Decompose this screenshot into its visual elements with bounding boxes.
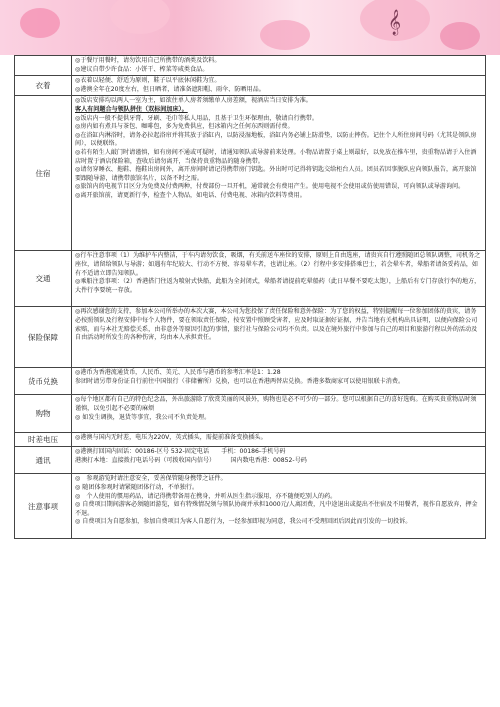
content-line: ◎行车注意事项（1）为维护车内整洁，于车内请勿饮食，吸烟，有关前送车座位的安排，原则上自由选座，请贵宾自行遵照随团总领队调整，司机务之座位，请留给领队与导游；如遇有年纪较大、行动不方便、容易晕车者，也请让座。（2）行程中多安排搭乘巴士，若会晕车者，晕船者请备妥药品，如有不适请立即告知领队。 <box>75 252 481 277</box>
table-row <box>15 307 486 368</box>
content-line: ◎ 自费项目期间游客必须随团游览，如有特殊情况须与领队协商并承担1000元/人离团费，凡中途退出或提出不住宿及不用餐者，视作自愿放弃，押金不退。 <box>75 501 478 517</box>
music-note-icon: 𝄞 <box>388 10 402 35</box>
content-line: ◎于餐厅用餐时，请勿饮用自己所携带的酒类及饮料。 <box>75 57 221 64</box>
row-content <box>72 96 486 251</box>
flower-decoration <box>110 0 170 34</box>
content-line: 参团时请另带身份证自行前往中国银行（非储蓄所）兑换，也可以在香港两替店兑换。香港多数商家可以使用银联卡消费。 <box>75 377 405 385</box>
content-line: ◎请勿穿睡衣、拖鞋、拖鞋出房间外，离开房间时请记得携带房门钥匙。外出时可记得将钥匙交给柜台人员。团员若因事脱队应向领队报告，离开旅馆要跟随导游，请携带旅馆名片，以备不时之需。 <box>75 166 477 182</box>
content-line: ◎每个地区都有自己的特色纪念品，外出旅游除了欣赏美丽的风景外，购物也是必不可少的一部分。您可以根据自己的喜好选购。在购买贵重物品时须谨慎，以免引起不必要的麻烦 <box>75 396 477 412</box>
table-row <box>15 447 486 474</box>
travel-notes-table <box>14 55 486 539</box>
row-label: 时差电压 <box>15 433 72 447</box>
row-content <box>72 433 486 447</box>
flower-decoration <box>260 20 310 50</box>
table-row <box>15 368 486 395</box>
row-content <box>72 76 486 96</box>
row-content <box>72 307 486 368</box>
content-line: ◎ 自费项目为自愿参加，参加自费项目为客人自愿行为，一经参加即视为同意，我公司不受理回团后因此而引发的一切投诉。 <box>75 518 412 526</box>
content-line: ◎ 个人使用的惯用药品，请记得携带备用在携身，并听从医生指示服用，亦不随便吃别人的药。 <box>75 492 337 500</box>
content-line: ◎房内如有煮具与茶包、咖啡包，多为免费供应，但冰箱内之任何东西则需付费。 <box>75 123 294 131</box>
content-line: ◎港币为香港流通货币，人民币、美元、人民币与港币的参考汇率是1：1.28 <box>75 369 281 377</box>
content-line: ◎再次感谢您的支持，参加本公司所举办的本次大赛，本公司为您投保了责任保险和意外保险：为了您的权益，特别提醒每一位参加团体的贵宾，请务必按照领队及行程安排中每个人物件，要在领取责任保险，按安置中照顾受害者，应及时取证据好证据，并告当地有关机构出具证明，以便向保险公司索赔，而与本社无赔偿关系，由非意外等原因引起的事情，旅行社与保险公司均不负责。以及在境外旅行中参加与自己的项目和旅游行程以外的活动及自由活动时所发生的各种伤害，均由本人承担责任。 <box>75 308 478 342</box>
content-line: ◎衣着以轻便、舒适为原则，鞋子以平底休闲鞋为宜。 <box>75 77 221 85</box>
content-line: ◎在浴缸内淋浴时，请务必拉起浴帘并将其放于浴缸内，以防浸湿地板，浴缸内务必铺上防滑垫，以防止摔伤。记住个人所住房间号码（尤其是领队房间），以便联络。 <box>75 131 477 148</box>
row-label: 保险保障 <box>15 307 72 368</box>
table-row <box>15 56 486 76</box>
row-content <box>72 474 486 539</box>
content-line: ◎旅馆内的电视节目区分为免费及付费两种，付费部份一旦开机，通常就会有费用产生。使用电视不会使用或仿使用错误，可向领队或导游询问。 <box>75 183 465 191</box>
header-banner <box>0 0 500 55</box>
content-line: ◎ 参观游览时请注意安全，妥善保管随身携带之证件。 <box>75 475 227 483</box>
row-label: 衣着 <box>15 76 72 96</box>
flower-decoration <box>440 22 480 50</box>
table-row <box>15 474 486 539</box>
content-line: ◎ 如发生调换，退货等事宜，我公司不负责处理。 <box>75 413 211 421</box>
table-row <box>15 251 486 307</box>
content-line: 客人有问题合与领队拼住（双标间加床）。 <box>75 105 188 113</box>
content-line: ◎港澳与国内无时差，电压为220V，英式插头，需提前准备变换插头。 <box>75 434 267 442</box>
row-label: 购物 <box>15 395 72 433</box>
content-line: ◎离开旅馆前，请更新行李，检查个人物品，如电话、付费电视、冰箱内饮料等费用。 <box>75 191 306 199</box>
row-label: 通讯 <box>15 447 72 474</box>
content-line: ◎港澳全年在20度左右，但日晒者，请准备遮阳帽、雨伞、防晒用品。 <box>75 85 265 93</box>
table-row <box>15 433 486 447</box>
table-row <box>15 76 486 96</box>
row-content <box>72 447 486 474</box>
content-line: ◎建议自带少许食品：小饼干、榨菜等咸类食品。 <box>75 65 209 73</box>
row-label: 注意事项 <box>15 474 72 539</box>
content-line: ◎饭店内一般不提供牙膏、牙刷、毛巾等私人用品，且基于卫生环保理由，敬请自行携带。 <box>75 114 318 122</box>
row-label: 货币兑换 <box>15 368 72 395</box>
row-label: 交通 <box>15 251 72 307</box>
table-row <box>15 96 486 251</box>
row-label: 住宿 <box>15 96 72 251</box>
row-label <box>15 56 72 76</box>
row-content <box>72 395 486 433</box>
content-line: ◎港澳打回国内固话：00186-区号 532-固定电话 手机：00186-手机号码 <box>75 448 286 456</box>
content-line: ◎饭店安排均以两人一室为主，如欲住单人房者须缴单人房差额，视酒店当日安排为准。 <box>75 97 312 105</box>
flower-decoration <box>20 8 60 38</box>
table-row <box>15 395 486 433</box>
row-content <box>72 368 486 395</box>
row-content <box>72 56 486 76</box>
content-line: ◎若有陌生人敲门时请谨慎，如有房间不通或可疑时，请通知领队或导游前来处理。小物品请置于桌上则最好，以免放在推车里，贵重物品请于入住酒店时置于酒店保险箱，查收后请勿离开，当保持贵重物品的随身携带。 <box>75 148 477 165</box>
content-line: ◎乘船注意事项：（2）香港搭门往返为喷射式快船，此船为全封闭式，晕船者请提前吃晕船药（此日早餐不要吃太饱），上船后有专门存放行李的地方，大件行李要统一存放。 <box>75 278 481 294</box>
row-content <box>72 251 486 307</box>
content-line: ◎ 随团体参观时请紧随团体行动，不单独行。 <box>75 483 199 491</box>
content-line: 港澳打本地：直接拨打电话号码（可拨收国内信号） 国内数电香港：00852-号码 <box>75 456 307 464</box>
